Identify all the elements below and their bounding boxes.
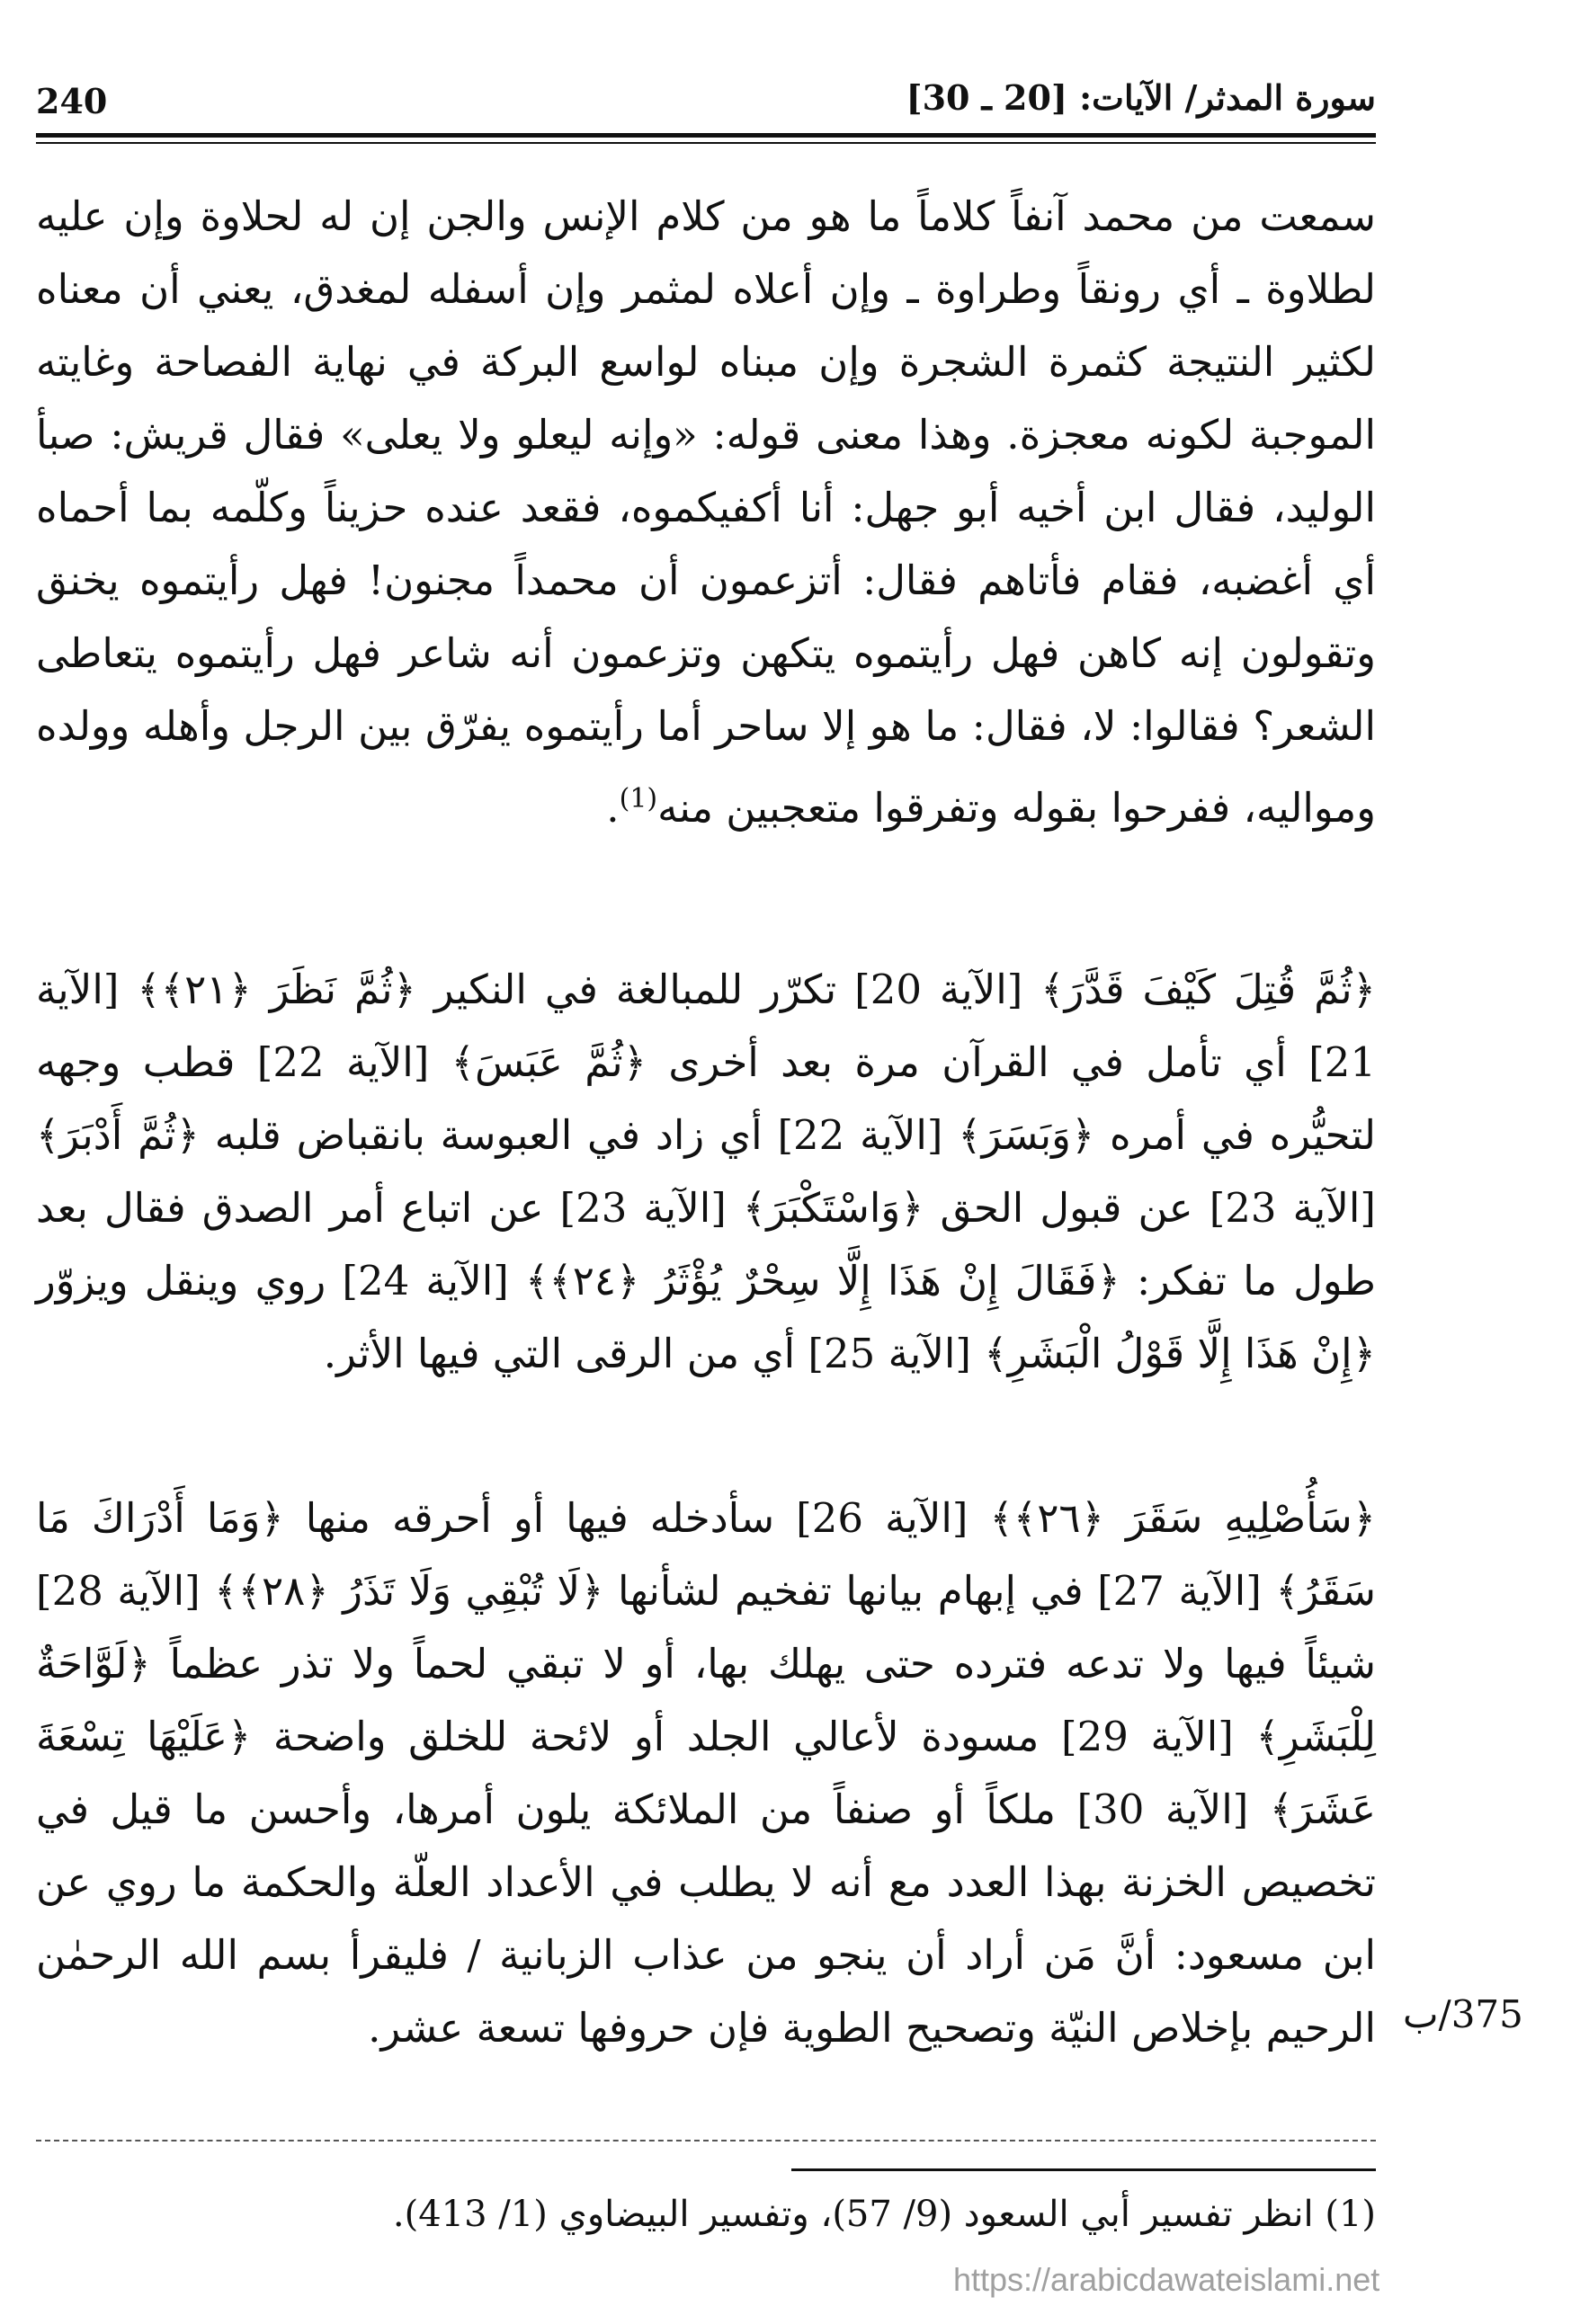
paragraph-2 (36, 953, 1376, 1390)
paragraph-3-text: ﴿سَأُصْلِيهِ سَقَرَ ﴿٢٦﴾﴾ [الآية 26] سأدخله فيها أو أحرقه منها ﴿وَمَا أَدْرَاكَ مَا سَقَرُ﴾ [الآية 27] في إبهام بيانها تفخيم لشأنها ﴿لَا تُبْقِي وَلَا تَذَرُ ﴿٢٨﴾﴾ [الآية 28] شيئاً فيها ولا تدعه فترده حتى يهلك بها، أو لا تبقي لحماً ولا تذر عظماً ﴿لَوَّاحَةٌ لِلْبَشَرِ﴾ [الآية 29] مسودة لأعالي الجلد أو لائحة للخلق واضحة ﴿عَلَيْهَا تِسْعَةَ عَشَرَ﴾ [الآية 30] ملكاً أو صنفاً من الملائكة يلون أمرها، وأحسن ما قيل في تخصيص الخزنة بهذا العدد مع أنه لا يطلب في الأعداد العلّة والحكمة ما روي عن ابن مسعود: أنَّ مَن أراد أن ينجو من عذاب الزبانية / فليقرأ بسم الله الرحمٰن الرحيم بإخلاص النيّة وتصحيح الطوية فإن حروفها تسعة عشر. (36, 1494, 1377, 2052)
paragraph-1 (36, 180, 1376, 844)
header-rule-thin (36, 142, 1376, 144)
surah-title: سورة المدثر/ الآيات: [20 ـ 30] (906, 77, 1376, 118)
margin-folio-note: 375/ب (1403, 1992, 1523, 2036)
paragraph-1-end: . (606, 784, 620, 832)
footnote-ref: (1) (619, 783, 658, 815)
paragraph-2-text: ﴿ثُمَّ قُتِلَ كَيْفَ قَدَّرَ﴾ [الآية 20] تكرّر للمبالغة في النكير ﴿ثُمَّ نَظَرَ ﴿٢١﴾﴾ [الآية 21] أي تأمل في القرآن مرة بعد أخرى ﴿ثُمَّ عَبَسَ﴾ [الآية 22] قطب وجهه لتحيُّره في أمره ﴿وَبَسَرَ﴾ [الآية 22] أي زاد في العبوسة بانقباض قلبه ﴿ثُمَّ أَدْبَرَ﴾ [الآية 23] عن قبول الحق ﴿وَاسْتَكْبَرَ﴾ [الآية 23] عن اتباع أمر الصدق فقال بعد طول ما تفكر: ﴿فَقَالَ إِنْ هَذَا إِلَّا سِحْرٌ يُؤْثَرُ ﴿٢٤﴾﴾ [الآية 24] روي وينقل ويزوّر ﴿إِنْ هَذَا إِلَّا قَوْلُ الْبَشَرِ﴾ [الآية 25] أي من الرقى التي فيها الأثر. (36, 966, 1376, 1377)
watermark-url: https://arabicdawateislami.net (953, 2261, 1380, 2298)
page-header (36, 74, 1376, 128)
body-end-rule (36, 2140, 1376, 2141)
footnote-rule (791, 2168, 1376, 2171)
footnote: (1) انظر تفسير أبي السعود (9/ 57)، وتفسير البيضاوي (1/ 413). (392, 2194, 1376, 2235)
paragraph-1-text: سمعت من محمد آنفاً كلاماً ما هو من كلام الإنس والجن إن له لحلاوة وإن عليه لطلاوة ـ أي رونقاً وطراوة ـ وإن أعلاه لمثمر وإن أسفله لمغدق، يعني أن معناه لكثير النتيجة كثمرة الشجرة وإن مبناه لواسع البركة في نهاية الفصاحة وغايته الموجبة لكونه معجزة. وهذا معنى قوله: «وإنه ليعلو ولا يعلى» فقال قريش: صبأ الوليد، فقال ابن أخيه أبو جهل: أنا أكفيكموه، فقعد عنده حزيناً وكلّمه بما أحماه أي أغضبه، فقام فأتاهم فقال: أتزعمون أن محمداً مجنون! فهل رأيتموه يخنق وتقولون إنه كاهن فهل رأيتموه يتكهن وتزعمون أنه شاعر فهل رأيتموه يتعاطى الشعر؟ فقالوا: لا، فقال: ما هو إلا ساحر أما رأيتموه يفرّق بين الرجل وأهله وولده ومواليه، ففرحوا بقوله وتفرقوا متعجبين منه (36, 192, 1376, 832)
header-rule (36, 133, 1376, 138)
paragraph-3 (36, 1482, 1376, 2064)
page-number: 240 (36, 81, 108, 121)
